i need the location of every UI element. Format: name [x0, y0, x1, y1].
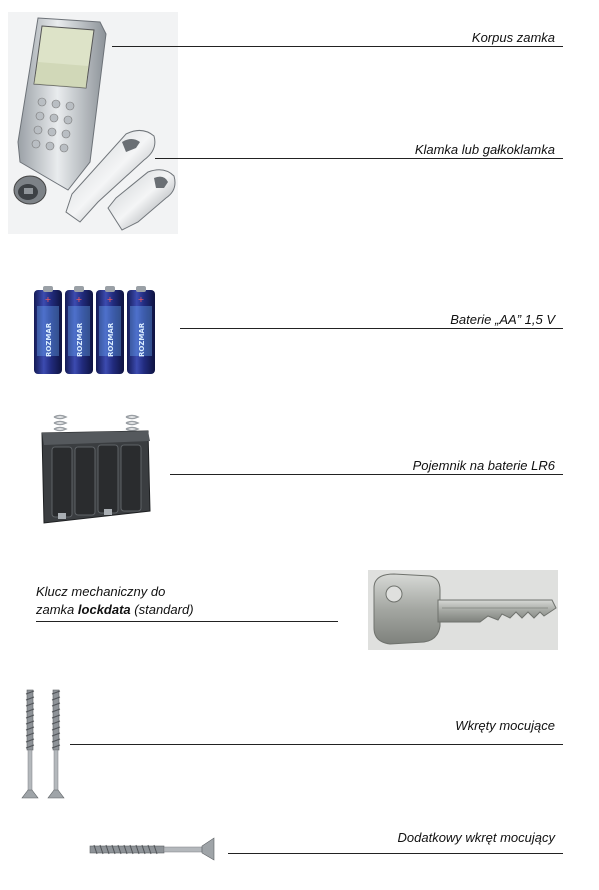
battery-holder-label: Pojemnik na baterie LR6 — [412, 458, 555, 473]
svg-text:+: + — [44, 295, 52, 304]
key-photo — [368, 570, 558, 650]
key-label-line2 — [36, 602, 194, 617]
lock-body-label: Korpus zamka — [471, 30, 555, 45]
additional-screw-label: Dodatkowy wkręt mocujący — [397, 830, 555, 845]
batteries-label: Baterie „AA” 1,5 V — [450, 312, 555, 327]
key-label-prefix: zamka — [36, 602, 78, 617]
mounting-screws-photo — [18, 686, 74, 802]
key-label-line1: Klucz mechaniczny do — [36, 584, 166, 599]
leader-line-handle — [155, 158, 563, 159]
leader-line-additional-screw — [228, 853, 563, 854]
leader-line-key — [36, 621, 338, 622]
handle-label: Klamka lub gałkoklamka — [414, 142, 555, 157]
mounting-screws-label: Wkręty mocujące — [455, 718, 555, 733]
svg-text:+: + — [75, 295, 83, 304]
svg-text:+: + — [137, 295, 145, 304]
battery-brand-text: ROZMAR — [138, 322, 146, 357]
leader-line-batteries — [180, 328, 563, 329]
battery-brand-text: ROZMAR — [45, 322, 53, 357]
additional-screw-photo — [86, 834, 218, 864]
svg-text:+: + — [106, 295, 114, 304]
leader-line-lock-body — [112, 46, 563, 47]
key-label-suffix: (standard) — [130, 602, 194, 617]
leader-line-mounting-screws — [70, 744, 563, 745]
battery-brand-text: ROZMAR — [76, 322, 84, 357]
battery-brand-text: ROZMAR — [107, 322, 115, 357]
key-label-brand: lockdata — [77, 602, 131, 617]
leader-line-battery-holder — [170, 474, 563, 475]
batteries-photo — [8, 262, 180, 380]
battery-holder-photo — [8, 405, 174, 535]
